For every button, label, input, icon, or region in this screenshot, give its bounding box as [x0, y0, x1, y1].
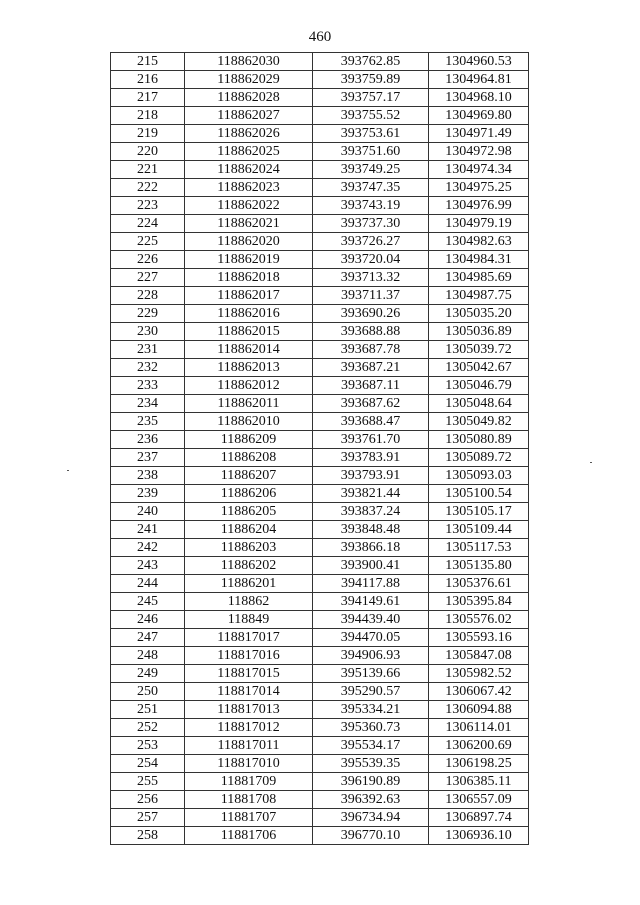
- row-number-cell: 230: [111, 323, 185, 341]
- table-row: [111, 71, 529, 89]
- x-coordinate-cell: 393737.30: [313, 215, 429, 233]
- x-coordinate-cell: 395539.35: [313, 755, 429, 773]
- table-row: [111, 629, 529, 647]
- row-number-cell: 250: [111, 683, 185, 701]
- point-id-cell: 118862014: [185, 341, 313, 359]
- y-coordinate-cell: 1305395.84: [429, 593, 529, 611]
- point-id-cell: 118862024: [185, 161, 313, 179]
- table-row: [111, 359, 529, 377]
- row-number-cell: 245: [111, 593, 185, 611]
- point-id-cell: 118862015: [185, 323, 313, 341]
- row-number-cell: 231: [111, 341, 185, 359]
- row-number-cell: 237: [111, 449, 185, 467]
- y-coordinate-cell: 1304975.25: [429, 179, 529, 197]
- y-coordinate-cell: 1305093.03: [429, 467, 529, 485]
- table-row: [111, 809, 529, 827]
- row-number-cell: 255: [111, 773, 185, 791]
- point-id-cell: 118862016: [185, 305, 313, 323]
- x-coordinate-cell: 393753.61: [313, 125, 429, 143]
- row-number-cell: 247: [111, 629, 185, 647]
- row-number-cell: 240: [111, 503, 185, 521]
- x-coordinate-cell: 393743.19: [313, 197, 429, 215]
- x-coordinate-cell: 394906.93: [313, 647, 429, 665]
- y-coordinate-cell: 1306200.69: [429, 737, 529, 755]
- y-coordinate-cell: 1305593.16: [429, 629, 529, 647]
- point-id-cell: 118862017: [185, 287, 313, 305]
- table-row: [111, 143, 529, 161]
- table-row: [111, 557, 529, 575]
- point-id-cell: 118862018: [185, 269, 313, 287]
- table-row: [111, 413, 529, 431]
- y-coordinate-cell: 1305376.61: [429, 575, 529, 593]
- y-coordinate-cell: 1304985.69: [429, 269, 529, 287]
- y-coordinate-cell: 1304960.53: [429, 53, 529, 71]
- x-coordinate-cell: 395360.73: [313, 719, 429, 737]
- x-coordinate-cell: 393793.91: [313, 467, 429, 485]
- coordinates-table-body: [111, 53, 529, 845]
- scan-speck: [67, 470, 69, 471]
- table-row: [111, 521, 529, 539]
- point-id-cell: 118817012: [185, 719, 313, 737]
- row-number-cell: 216: [111, 71, 185, 89]
- row-number-cell: 236: [111, 431, 185, 449]
- row-number-cell: 244: [111, 575, 185, 593]
- scan-speck: [590, 462, 592, 463]
- y-coordinate-cell: 1306557.09: [429, 791, 529, 809]
- x-coordinate-cell: 393783.91: [313, 449, 429, 467]
- table-row: [111, 269, 529, 287]
- point-id-cell: 118817010: [185, 755, 313, 773]
- x-coordinate-cell: 393757.17: [313, 89, 429, 107]
- point-id-cell: 11881706: [185, 827, 313, 845]
- table-row: [111, 773, 529, 791]
- point-id-cell: 11881708: [185, 791, 313, 809]
- row-number-cell: 226: [111, 251, 185, 269]
- y-coordinate-cell: 1304987.75: [429, 287, 529, 305]
- x-coordinate-cell: 393690.26: [313, 305, 429, 323]
- point-id-cell: 118862019: [185, 251, 313, 269]
- x-coordinate-cell: 393687.78: [313, 341, 429, 359]
- x-coordinate-cell: 393713.32: [313, 269, 429, 287]
- table-row: [111, 539, 529, 557]
- y-coordinate-cell: 1304982.63: [429, 233, 529, 251]
- x-coordinate-cell: 394470.05: [313, 629, 429, 647]
- table-row: [111, 503, 529, 521]
- point-id-cell: 11881709: [185, 773, 313, 791]
- point-id-cell: 118817011: [185, 737, 313, 755]
- row-number-cell: 246: [111, 611, 185, 629]
- table-row: [111, 395, 529, 413]
- table-row: [111, 485, 529, 503]
- row-number-cell: 217: [111, 89, 185, 107]
- point-id-cell: 11886201: [185, 575, 313, 593]
- y-coordinate-cell: 1306936.10: [429, 827, 529, 845]
- point-id-cell: 118862028: [185, 89, 313, 107]
- x-coordinate-cell: 393688.47: [313, 413, 429, 431]
- y-coordinate-cell: 1304984.31: [429, 251, 529, 269]
- row-number-cell: 258: [111, 827, 185, 845]
- y-coordinate-cell: 1305982.52: [429, 665, 529, 683]
- y-coordinate-cell: 1304968.10: [429, 89, 529, 107]
- row-number-cell: 224: [111, 215, 185, 233]
- row-number-cell: 243: [111, 557, 185, 575]
- y-coordinate-cell: 1306385.11: [429, 773, 529, 791]
- y-coordinate-cell: 1305105.17: [429, 503, 529, 521]
- x-coordinate-cell: 393687.62: [313, 395, 429, 413]
- y-coordinate-cell: 1306114.01: [429, 719, 529, 737]
- row-number-cell: 253: [111, 737, 185, 755]
- point-id-cell: 118862026: [185, 125, 313, 143]
- x-coordinate-cell: 394439.40: [313, 611, 429, 629]
- table-row: [111, 197, 529, 215]
- row-number-cell: 220: [111, 143, 185, 161]
- row-number-cell: 238: [111, 467, 185, 485]
- point-id-cell: 11886204: [185, 521, 313, 539]
- y-coordinate-cell: 1306897.74: [429, 809, 529, 827]
- y-coordinate-cell: 1305039.72: [429, 341, 529, 359]
- y-coordinate-cell: 1304969.80: [429, 107, 529, 125]
- table-row: [111, 647, 529, 665]
- x-coordinate-cell: 393720.04: [313, 251, 429, 269]
- row-number-cell: 257: [111, 809, 185, 827]
- row-number-cell: 215: [111, 53, 185, 71]
- row-number-cell: 241: [111, 521, 185, 539]
- point-id-cell: 11886202: [185, 557, 313, 575]
- table-row: [111, 431, 529, 449]
- table-row: [111, 377, 529, 395]
- y-coordinate-cell: 1304964.81: [429, 71, 529, 89]
- point-id-cell: 118817015: [185, 665, 313, 683]
- x-coordinate-cell: 393762.85: [313, 53, 429, 71]
- row-number-cell: 239: [111, 485, 185, 503]
- page-number: 460: [308, 29, 332, 45]
- table-row: [111, 323, 529, 341]
- row-number-cell: 225: [111, 233, 185, 251]
- table-row: [111, 89, 529, 107]
- x-coordinate-cell: 393688.88: [313, 323, 429, 341]
- point-id-cell: 118862029: [185, 71, 313, 89]
- row-number-cell: 223: [111, 197, 185, 215]
- y-coordinate-cell: 1304972.98: [429, 143, 529, 161]
- point-id-cell: 11881707: [185, 809, 313, 827]
- row-number-cell: 256: [111, 791, 185, 809]
- table-row: [111, 737, 529, 755]
- y-coordinate-cell: 1305080.89: [429, 431, 529, 449]
- x-coordinate-cell: 393848.48: [313, 521, 429, 539]
- table-row: [111, 53, 529, 71]
- row-number-cell: 251: [111, 701, 185, 719]
- table-row: [111, 233, 529, 251]
- x-coordinate-cell: 393761.70: [313, 431, 429, 449]
- x-coordinate-cell: 396190.89: [313, 773, 429, 791]
- point-id-cell: 118817014: [185, 683, 313, 701]
- point-id-cell: 118862025: [185, 143, 313, 161]
- x-coordinate-cell: 395139.66: [313, 665, 429, 683]
- y-coordinate-cell: 1305576.02: [429, 611, 529, 629]
- x-coordinate-cell: 393749.25: [313, 161, 429, 179]
- x-coordinate-cell: 396770.10: [313, 827, 429, 845]
- table-row: [111, 701, 529, 719]
- y-coordinate-cell: 1305036.89: [429, 323, 529, 341]
- table-row: [111, 215, 529, 233]
- x-coordinate-cell: 393755.52: [313, 107, 429, 125]
- x-coordinate-cell: 395334.21: [313, 701, 429, 719]
- x-coordinate-cell: 395290.57: [313, 683, 429, 701]
- x-coordinate-cell: 393687.11: [313, 377, 429, 395]
- y-coordinate-cell: 1304974.34: [429, 161, 529, 179]
- y-coordinate-cell: 1304971.49: [429, 125, 529, 143]
- point-id-cell: 11886205: [185, 503, 313, 521]
- y-coordinate-cell: 1305048.64: [429, 395, 529, 413]
- row-number-cell: 249: [111, 665, 185, 683]
- point-id-cell: 118817016: [185, 647, 313, 665]
- point-id-cell: 11886203: [185, 539, 313, 557]
- table-row: [111, 107, 529, 125]
- row-number-cell: 233: [111, 377, 185, 395]
- x-coordinate-cell: 393751.60: [313, 143, 429, 161]
- y-coordinate-cell: 1305046.79: [429, 377, 529, 395]
- x-coordinate-cell: 393821.44: [313, 485, 429, 503]
- point-id-cell: 118817013: [185, 701, 313, 719]
- row-number-cell: 228: [111, 287, 185, 305]
- table-row: [111, 665, 529, 683]
- point-id-cell: 118862023: [185, 179, 313, 197]
- row-number-cell: 252: [111, 719, 185, 737]
- x-coordinate-cell: 393837.24: [313, 503, 429, 521]
- table-row: [111, 575, 529, 593]
- row-number-cell: 221: [111, 161, 185, 179]
- y-coordinate-cell: 1306094.88: [429, 701, 529, 719]
- y-coordinate-cell: 1305042.67: [429, 359, 529, 377]
- point-id-cell: 118862010: [185, 413, 313, 431]
- point-id-cell: 118862: [185, 593, 313, 611]
- point-id-cell: 118862022: [185, 197, 313, 215]
- row-number-cell: 232: [111, 359, 185, 377]
- y-coordinate-cell: 1305135.80: [429, 557, 529, 575]
- x-coordinate-cell: 396392.63: [313, 791, 429, 809]
- point-id-cell: 11886209: [185, 431, 313, 449]
- point-id-cell: 118862021: [185, 215, 313, 233]
- x-coordinate-cell: 394149.61: [313, 593, 429, 611]
- y-coordinate-cell: 1304976.99: [429, 197, 529, 215]
- x-coordinate-cell: 393900.41: [313, 557, 429, 575]
- table-row: [111, 467, 529, 485]
- row-number-cell: 234: [111, 395, 185, 413]
- point-id-cell: 11886207: [185, 467, 313, 485]
- point-id-cell: 118862013: [185, 359, 313, 377]
- point-id-cell: 11886206: [185, 485, 313, 503]
- table-row: [111, 791, 529, 809]
- point-id-cell: 118862011: [185, 395, 313, 413]
- table-row: [111, 179, 529, 197]
- table-row: [111, 125, 529, 143]
- row-number-cell: 227: [111, 269, 185, 287]
- y-coordinate-cell: 1304979.19: [429, 215, 529, 233]
- x-coordinate-cell: 396734.94: [313, 809, 429, 827]
- coordinates-table: [110, 52, 529, 845]
- table-row: [111, 683, 529, 701]
- row-number-cell: 248: [111, 647, 185, 665]
- row-number-cell: 218: [111, 107, 185, 125]
- table-row: [111, 827, 529, 845]
- x-coordinate-cell: 393711.37: [313, 287, 429, 305]
- point-id-cell: 118862012: [185, 377, 313, 395]
- point-id-cell: 118862027: [185, 107, 313, 125]
- table-row: [111, 305, 529, 323]
- x-coordinate-cell: 393747.35: [313, 179, 429, 197]
- y-coordinate-cell: 1305035.20: [429, 305, 529, 323]
- x-coordinate-cell: 393866.18: [313, 539, 429, 557]
- table-row: [111, 251, 529, 269]
- row-number-cell: 242: [111, 539, 185, 557]
- row-number-cell: 229: [111, 305, 185, 323]
- row-number-cell: 235: [111, 413, 185, 431]
- table-row: [111, 161, 529, 179]
- x-coordinate-cell: 393726.27: [313, 233, 429, 251]
- table-row: [111, 287, 529, 305]
- y-coordinate-cell: 1305847.08: [429, 647, 529, 665]
- y-coordinate-cell: 1305049.82: [429, 413, 529, 431]
- point-id-cell: 118817017: [185, 629, 313, 647]
- x-coordinate-cell: 393687.21: [313, 359, 429, 377]
- row-number-cell: 219: [111, 125, 185, 143]
- x-coordinate-cell: 393759.89: [313, 71, 429, 89]
- table-row: [111, 341, 529, 359]
- point-id-cell: 11886208: [185, 449, 313, 467]
- table-row: [111, 719, 529, 737]
- table-row: [111, 593, 529, 611]
- y-coordinate-cell: 1305109.44: [429, 521, 529, 539]
- table-row: [111, 611, 529, 629]
- row-number-cell: 222: [111, 179, 185, 197]
- y-coordinate-cell: 1305100.54: [429, 485, 529, 503]
- table-row: [111, 755, 529, 773]
- y-coordinate-cell: 1305089.72: [429, 449, 529, 467]
- x-coordinate-cell: 394117.88: [313, 575, 429, 593]
- y-coordinate-cell: 1306067.42: [429, 683, 529, 701]
- point-id-cell: 118862030: [185, 53, 313, 71]
- y-coordinate-cell: 1306198.25: [429, 755, 529, 773]
- point-id-cell: 118849: [185, 611, 313, 629]
- row-number-cell: 254: [111, 755, 185, 773]
- table-row: [111, 449, 529, 467]
- y-coordinate-cell: 1305117.53: [429, 539, 529, 557]
- x-coordinate-cell: 395534.17: [313, 737, 429, 755]
- point-id-cell: 118862020: [185, 233, 313, 251]
